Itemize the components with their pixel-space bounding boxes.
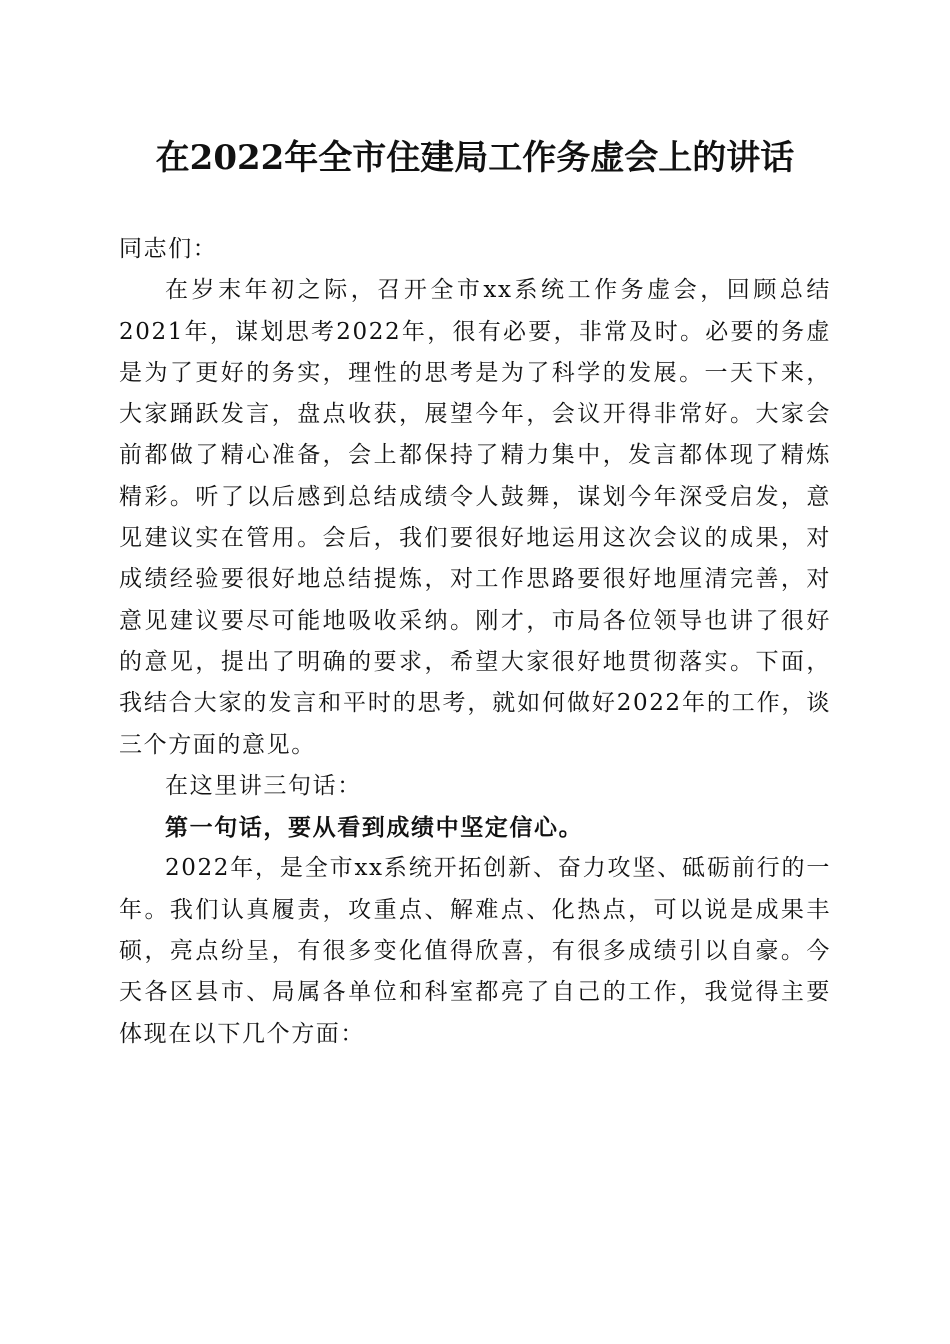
paragraph: 2022年，是全市xx系统开拓创新、奋力攻坚、砥砺前行的一年。我们认真履责，攻重点、解难点、化热点，可以说是成果丰硕，亮点纷呈，有很多变化值得欣喜，有很多成绩引以自豪。今天各区县市、局属各单位和科室都亮了自己的工作，我觉得主要体现在以下几个方面： [119, 855, 831, 1047]
salutation: 同志们： [119, 236, 218, 262]
section-heading: 第一句话，要从看到成绩中坚定信心。 [165, 814, 584, 842]
document-body [119, 229, 831, 1055]
document-title: 在2022年全市住建局工作务虚会上的讲话 [155, 138, 795, 178]
paragraph: 在岁末年初之际，召开全市xx系统工作务虚会，回顾总结2021年，谋划思考2022年，很有必要，非常及时。必要的务虚是为了更好的务实，理性的思考是为了科学的发展。一天下来，大家踊跃发言，盘点收获，展望今年，会议开得非常好。大家会前都做了精心准备，会上都保持了精力集中，发言都体现了精炼精彩。听了以后感到总结成绩令人鼓舞，谋划今年深受启发，意见建议实在管用。会后，我们要很好地运用这次会议的成果，对成绩经验要很好地总结提炼，对工作思路要很好地厘清完善，对意见建议要尽可能地吸收采纳。刚才，市局各位领导也讲了很好的意见，提出了明确的要求，希望大家很好地贯彻落实。下面，我结合大家的发言和平时的思考，就如何做好2022年的工作，谈三个方面的意见。 [119, 277, 831, 758]
paragraph: 在这里讲三句话： [165, 772, 362, 799]
